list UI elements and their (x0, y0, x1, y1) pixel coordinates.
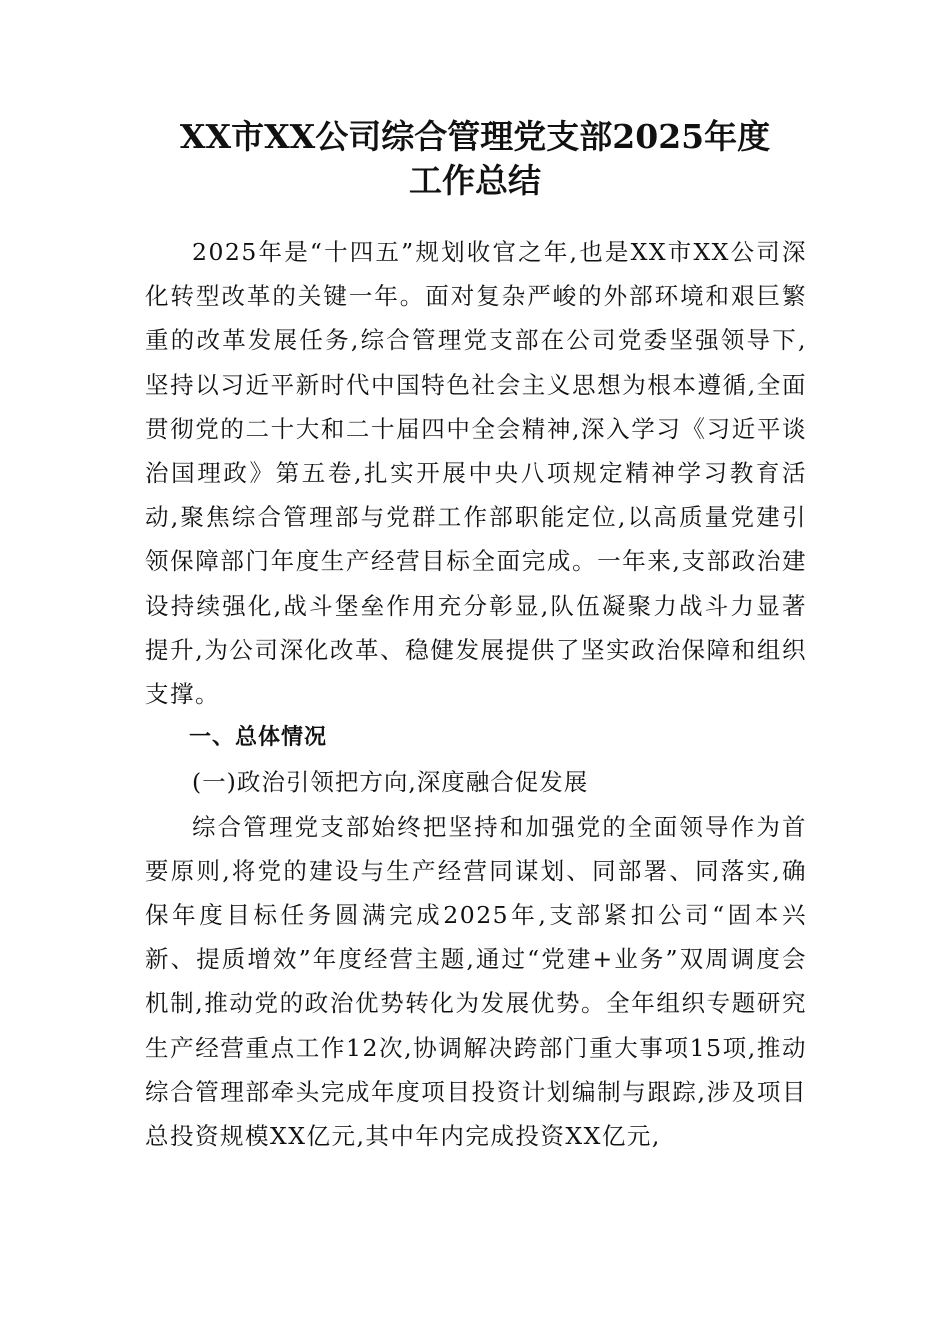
document-title-line-2: 工作总结 (409, 161, 541, 200)
intro-paragraph: 2025年是“十四五”规划收官之年,也是XX市XX公司深化转型改革的关键一年。面对复杂严峻的外部环境和艰巨繁重的改革发展任务,综合管理党支部在公司党委坚强领导下,坚持以习近平新时代中国特色社会主义思想为根本遵循,全面贯彻党的二十大和二十届四中全会精神,深入学习《习近平谈治国理政》第五卷,扎实开展中央八项规定精神学习教育活动,聚焦综合管理部与党群工作部职能定位,以高质量党建引领保障部门年度生产经营目标全面完成。一年来,支部政治建设持续强化,战斗堡垒作用充分彰显,队伍凝聚力战斗力显著提升,为公司深化改革、稳健发展提供了坚实政治保障和组织支撑。 (145, 238, 807, 709)
document-body (145, 230, 807, 1158)
subsection-paragraph: 综合管理党支部始终把坚持和加强党的全面领导作为首要原则,将党的建设与生产经营同谋划、同部署、同落实,确保年度目标任务圆满完成2025年,支部紧扣公司“固本兴新、提质增效”年度经营主题,通过“党建+业务”双周调度会机制,推动党的政治优势转化为发展优势。全年组织专题研究生产经营重点工作12次,协调解决跨部门重大事项15项,推动综合管理部牵头完成年度项目投资计划编制与跟踪,涉及项目总投资规模XX亿元,其中年内完成投资XX亿元, (145, 812, 807, 1151)
subsection-heading: (一)政治引领把方向,深度融合促发展 (192, 768, 589, 797)
document-title-line-1: XX市XX公司综合管理党支部2025年度 (179, 117, 771, 156)
section-heading: 一、总体情况 (189, 725, 328, 751)
